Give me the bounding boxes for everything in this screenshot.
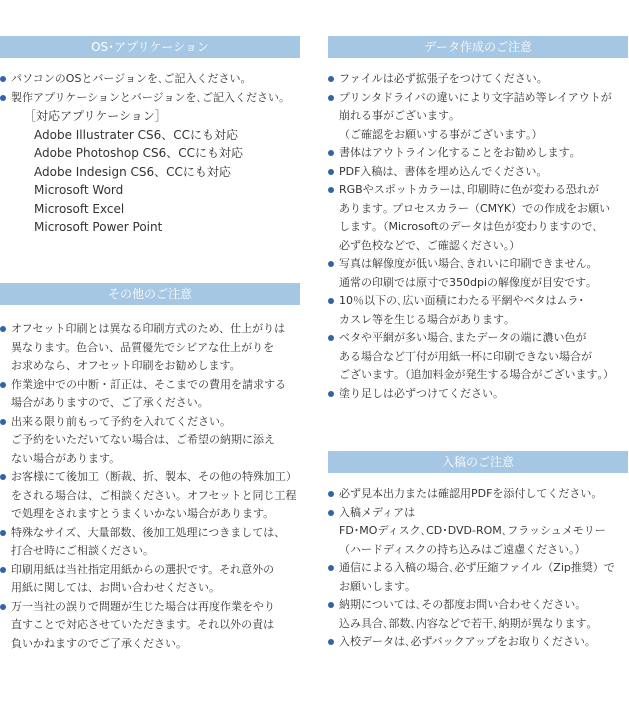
other-list [0,320,300,653]
list-item: 納期については､その都度お問い合わせください｡ 込み具合､部数､内容などで若干､納期が異なります｡ [328,596,628,633]
bullet-icon [0,76,6,82]
data-section-title: データ作成のご注意 [328,36,628,58]
list-item: 特殊なサイズ、大量部数、後加工処理につきましては、 打合せ時にご相談ください。 [0,524,300,561]
list-item: 印刷用紙は当社指定用紙からの選択です。それ意外の 用紙に関しては、お問い合わせください。 [0,561,300,598]
submit-section [328,451,628,652]
list-item: 入稿メディアは FD･MOディスク､CD･DVD-ROM､フラッシュメモリー （ハードディスクの持ち込みはご遠慮ください｡） [328,504,628,560]
os-section [0,36,300,237]
supported-apps-heading: ［対応アプリケーション］ [24,109,167,123]
data-list [328,70,628,403]
list-item: 書体はアウトライン化することをお勧めします｡ [328,144,628,163]
bullet-icon [328,335,334,341]
list-item: 通信による入稿の場合､必ず圧縮ファイル（Zip推奨）で お願いします｡ [328,559,628,596]
bullet-icon [0,530,6,536]
list-item: 写真は解像度が低い場合､きれいに印刷できません｡ 通常の印刷では原寸で350dpiの解像度が目安です｡ [328,255,628,292]
bullet-icon [328,298,334,304]
list-item: ファイルは必ず拡張子をつけてください｡ [328,70,628,89]
list-item: お客様にて後加工（断裁、折、製本、その他の特殊加工） をされる場合は、ご相談ください。オフセットと同じ工程 で処理をされますとうまくいかない場合があります。 [0,468,300,524]
list-item: 製作アプリケーションとバージョンを､ご記入ください｡ [0,89,300,108]
app-excel: Microsoft Excel [34,201,125,216]
app-illustrator: Adobe Illustrater CS6、CCにも対応 [34,127,239,142]
bullet-icon [328,150,334,156]
app-photoshop: Adobe Photoshop CS6、CCにも対応 [34,146,244,160]
list-item: 塗り足しは必ずつけてください｡ [328,385,628,404]
supported-apps [0,107,300,237]
app-word: Microsoft Word [34,183,124,197]
os-section-title: OS･アプリケーション [0,36,300,58]
other-section-title: その他のご注意 [0,283,300,305]
list-item: 必ず見本出力または確認用PDFを添付してください。 [328,485,628,504]
submit-list [328,485,628,652]
bullet-icon [0,95,6,101]
bullet-icon [328,95,334,101]
bullet-icon [328,169,334,175]
list-item: パソコンのOSとバージョンを､ご記入ください｡ [0,70,300,89]
bullet-icon [0,419,6,425]
os-list [0,70,300,107]
data-section [328,36,628,403]
bullet-icon [0,567,6,573]
bullet-icon [328,76,334,82]
bullet-icon [328,602,334,608]
bullet-icon [328,391,334,397]
app-indesign: Adobe Indesign CS6、CCにも対応 [34,164,231,179]
bullet-icon [328,187,334,193]
bullet-icon [0,474,6,480]
list-item: 作業途中での中断・訂正は、そこまでの費用を請求する 場合がありますので、ご了承ください。 [0,376,300,413]
list-item: プリンタドライバの違いにより文字詰め等レイアウトが 崩れる事がございます｡ （ご確認をお願いする事がございます｡） [328,89,628,145]
list-item: 出来る限り前もって予約を入れてください。 ご予約をいただいてない場合は、ご希望の納期に添え ない場合があります。 [0,413,300,469]
bullet-icon [328,491,334,497]
bullet-icon [328,565,334,571]
list-item: 入校データは､必ずバックアップをお取りください｡ [328,633,628,652]
list-item: オフセット印刷とは異なる印刷方式のため、仕上がりは 異なります。色合い、品質優先でシビアな仕上がりを お求めなら、オフセット印刷をお勧めします。 [0,320,300,376]
bullet-icon [0,326,6,332]
list-item: ベタや平網が多い場合､またデータの端に濃い色が ある場合など丁付が用紙一杯に印刷できない場合が ございます｡（追加料金が発生する場合がございます｡） [328,329,628,385]
submit-section-title: 入稿のご注意 [328,451,628,473]
list-item: RGBやスポットカラーは､印刷時に色が変わる恐れが あります｡ プロセスカラー（CMYK）での作成をお願い します｡（Microsoftのデータは色が変わりますので､ 必ず色校などで、ご確認ください｡） [328,181,628,255]
bullet-icon [0,604,6,610]
bullet-icon [328,639,334,645]
bullet-icon [328,510,334,516]
list-item: 10％以下の､広い面積にわたる平網やベタはムラ･ カスレ等を生じる場合があります｡ [328,292,628,329]
bullet-icon [0,382,6,388]
list-item: PDF入稿は、書体を埋め込んでください。 [328,163,628,182]
app-powerpoint: Microsoft Power Point [34,220,163,234]
bullet-icon [328,261,334,267]
other-section [0,283,300,653]
list-item: 万一当社の誤りで問題が生じた場合は再度作業をやり 直すことで対応させていただきます。それ以外の責は 負いかねますのでご了承ください。 [0,598,300,654]
